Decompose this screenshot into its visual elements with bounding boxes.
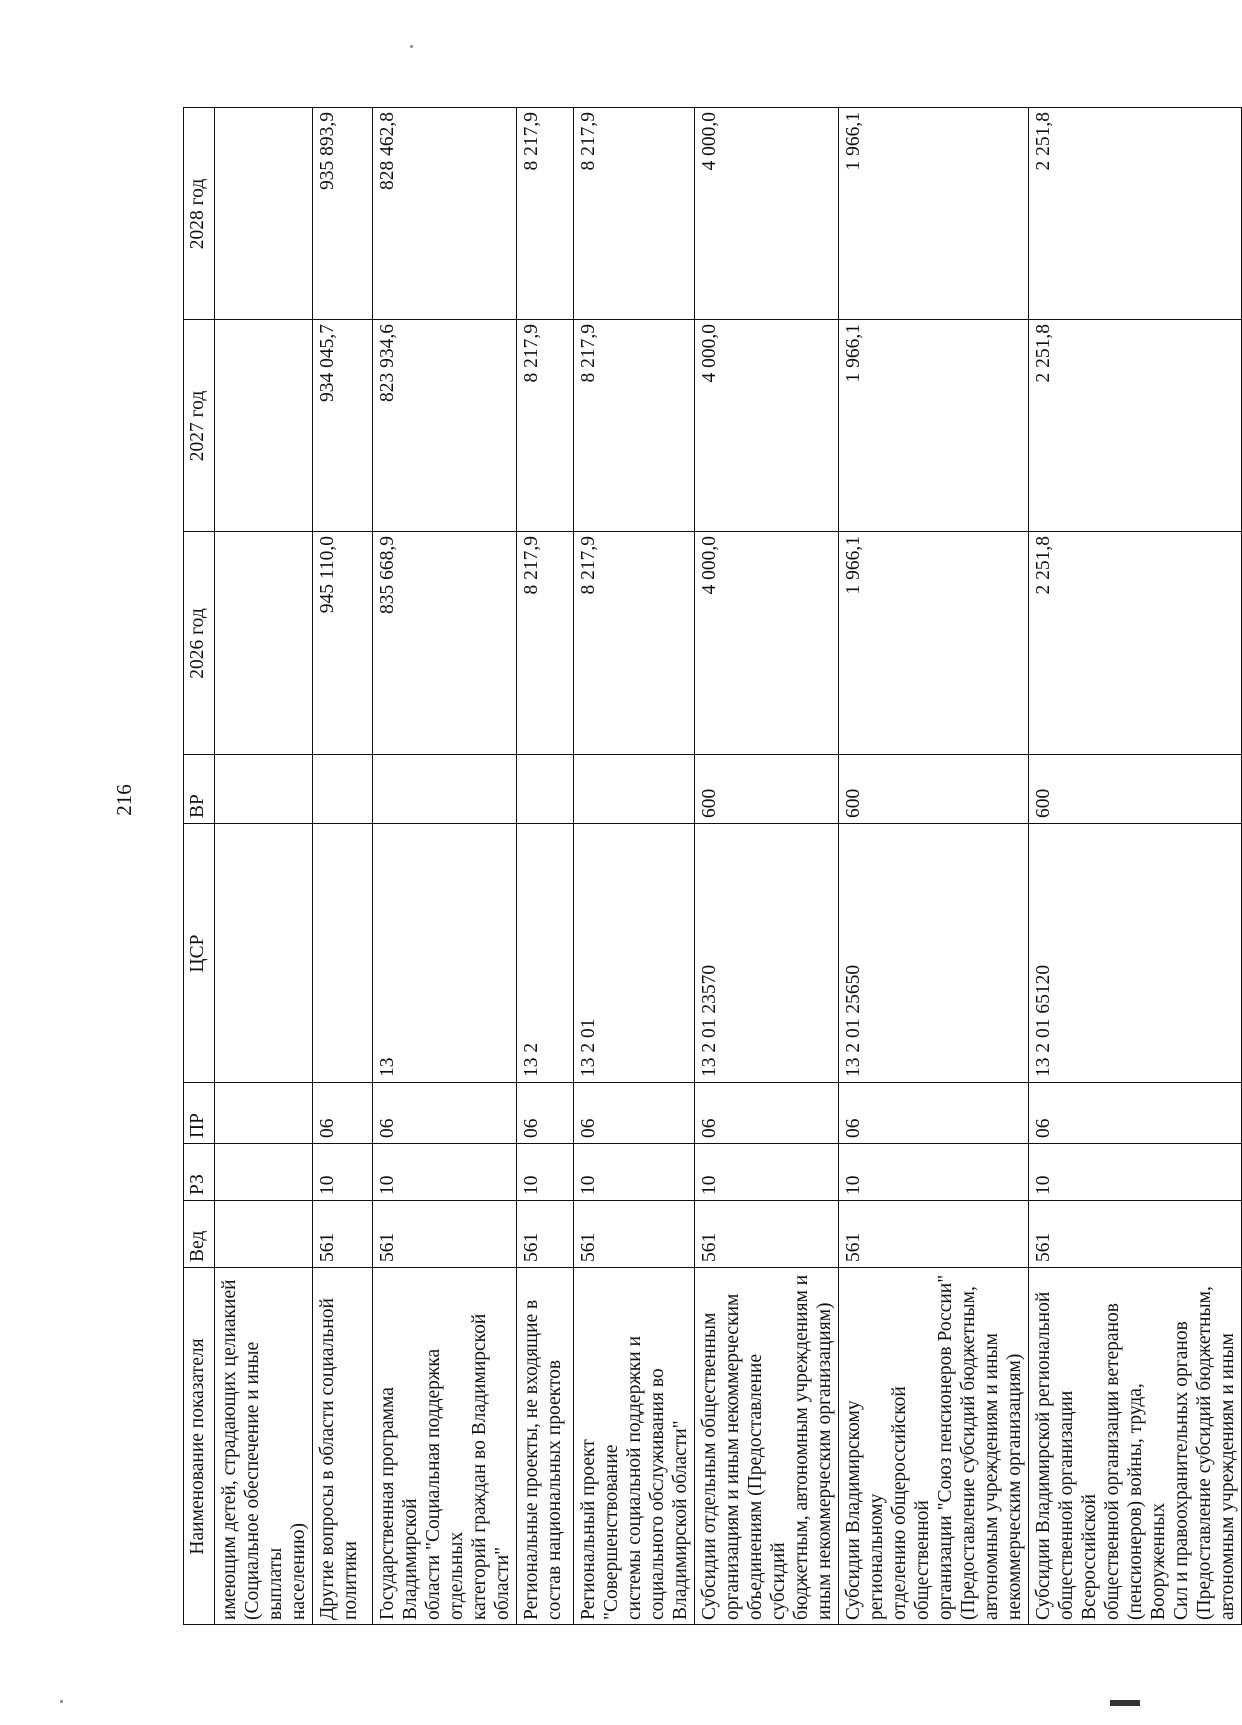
row-pr: 06	[313, 1083, 373, 1144]
row-2028: 4 000,0	[695, 108, 839, 320]
row-name-text: Другие вопросы в области социальной политики	[317, 1298, 361, 1620]
row-ved: 561	[517, 1201, 574, 1268]
row-2027: 1 966,1	[839, 320, 1029, 532]
row-2026: 4 000,0	[695, 532, 839, 755]
row-vr	[517, 755, 574, 824]
row-name-text: Субсидии Владимирской региональной общественной организации Всероссийской общественной организации ветеранов (пенсионеров) войны, труда, Вооруженных Сил и правоохранительных органов (Предоставление субсидий бюджетным, автономным учреждениям и иным	[1033, 1286, 1238, 1620]
header-vr: ВР	[184, 755, 215, 824]
scan-speck	[60, 1700, 63, 1703]
row-csr: 13 2 01 65120	[1029, 824, 1242, 1083]
page-number: 216	[112, 784, 136, 816]
header-2026: 2026 год	[184, 532, 215, 755]
row-name-text: Государственная программа Владимирской области "Социальная поддержка отдельных категорий граждан во Владимирской области"	[377, 1313, 513, 1620]
row-ved: 561	[839, 1201, 1029, 1268]
row-vr	[215, 755, 313, 824]
row-2027: 8 217,9	[574, 320, 695, 532]
row-name-text: Субсидии отдельным общественным организациям и иным некоммерческим объединениям (Предоставление субсидий бюджетным, автономным учреждениям и иным некоммерческим организациям)	[699, 1274, 835, 1620]
row-csr: 13 2 01	[574, 824, 695, 1083]
row-2027: 8 217,9	[517, 320, 574, 532]
row-2027: 4 000,0	[695, 320, 839, 532]
row-name-text: Региональный проект "Совершенствование системы социальной поддержки и социального обслуживания во Владимирской области"	[578, 1335, 691, 1620]
row-vr	[373, 755, 517, 824]
row-name	[373, 1268, 517, 1625]
row-2026: 945 110,0	[313, 532, 373, 755]
row-pr: 06	[574, 1083, 695, 1144]
header-2027: 2027 год	[184, 320, 215, 532]
row-rz: 10	[695, 1144, 839, 1201]
header-2028: 2028 год	[184, 108, 215, 320]
header-pr: ПР	[184, 1083, 215, 1144]
row-ved	[215, 1201, 313, 1268]
row-2028: 8 217,9	[574, 108, 695, 320]
table-header-row	[184, 108, 215, 1625]
row-2027: 823 934,6	[373, 320, 517, 532]
row-vr: 600	[1029, 755, 1242, 824]
table-row	[373, 108, 517, 1625]
row-csr: 13 2	[517, 824, 574, 1083]
row-pr	[215, 1083, 313, 1144]
row-ved: 561	[373, 1201, 517, 1268]
row-2027: 934 045,7	[313, 320, 373, 532]
header-rz: РЗ	[184, 1144, 215, 1201]
row-rz: 10	[839, 1144, 1029, 1201]
row-pr: 06	[517, 1083, 574, 1144]
row-csr: 13	[373, 824, 517, 1083]
row-rz: 10	[373, 1144, 517, 1201]
header-name: Наименование показателя	[184, 1268, 215, 1625]
row-csr	[215, 824, 313, 1083]
row-name-text: Субсидии Владимирскому региональному отделению общероссийской общественной организации "Союз пенсионеров России" (Предоставление субсидий бюджетным, автономным учреждениям и иным некоммерческим организациям)	[843, 1274, 1025, 1620]
row-name	[695, 1268, 839, 1625]
row-csr: 13 2 01 23570	[695, 824, 839, 1083]
table-row	[1029, 108, 1242, 1625]
table-row	[313, 108, 373, 1625]
row-2026: 1 966,1	[839, 532, 1029, 755]
row-name	[313, 1268, 373, 1625]
row-vr	[313, 755, 373, 824]
row-csr	[313, 824, 373, 1083]
row-pr: 06	[373, 1083, 517, 1144]
row-2028: 935 893,9	[313, 108, 373, 320]
row-pr: 06	[695, 1083, 839, 1144]
table-row	[839, 108, 1029, 1625]
budget-table-container	[183, 108, 1238, 1625]
row-2026: 8 217,9	[517, 532, 574, 755]
row-rz: 10	[517, 1144, 574, 1201]
row-2027: 2 251,8	[1029, 320, 1242, 532]
row-pr: 06	[839, 1083, 1029, 1144]
row-rz	[215, 1144, 313, 1201]
row-ved: 561	[574, 1201, 695, 1268]
row-2028: 8 217,9	[517, 108, 574, 320]
row-2027	[215, 320, 313, 532]
row-ved: 561	[1029, 1201, 1242, 1268]
header-csr: ЦСР	[184, 824, 215, 1083]
row-2028: 1 966,1	[839, 108, 1029, 320]
scan-speck	[1110, 1700, 1140, 1706]
row-name	[839, 1268, 1029, 1625]
row-pr: 06	[1029, 1083, 1242, 1144]
row-rz: 10	[313, 1144, 373, 1201]
row-2026: 8 217,9	[574, 532, 695, 755]
row-vr: 600	[839, 755, 1029, 824]
scan-speck	[410, 45, 413, 48]
table-row	[517, 108, 574, 1625]
row-name	[215, 1268, 313, 1625]
row-vr	[574, 755, 695, 824]
header-ved: Вед	[184, 1201, 215, 1268]
budget-table	[183, 107, 1242, 1625]
row-ved: 561	[695, 1201, 839, 1268]
row-name	[517, 1268, 574, 1625]
row-name-text: Региональные проекты, не входящие в состав национальных проектов	[521, 1299, 565, 1620]
row-2026: 2 251,8	[1029, 532, 1242, 755]
table-row	[215, 108, 313, 1625]
row-rz: 10	[1029, 1144, 1242, 1201]
row-2026	[215, 532, 313, 755]
row-2028	[215, 108, 313, 320]
row-2028: 2 251,8	[1029, 108, 1242, 320]
row-ved: 561	[313, 1201, 373, 1268]
row-name	[574, 1268, 695, 1625]
row-name-text: имеющим детей, страдающих целиакией (Социальное обеспечение и иные выплаты населению)	[219, 1279, 309, 1620]
table-row	[574, 108, 695, 1625]
row-name	[1029, 1268, 1242, 1625]
row-2028: 828 462,8	[373, 108, 517, 320]
row-csr: 13 2 01 25650	[839, 824, 1029, 1083]
row-vr: 600	[695, 755, 839, 824]
table-row	[695, 108, 839, 1625]
row-rz: 10	[574, 1144, 695, 1201]
row-2026: 835 668,9	[373, 532, 517, 755]
